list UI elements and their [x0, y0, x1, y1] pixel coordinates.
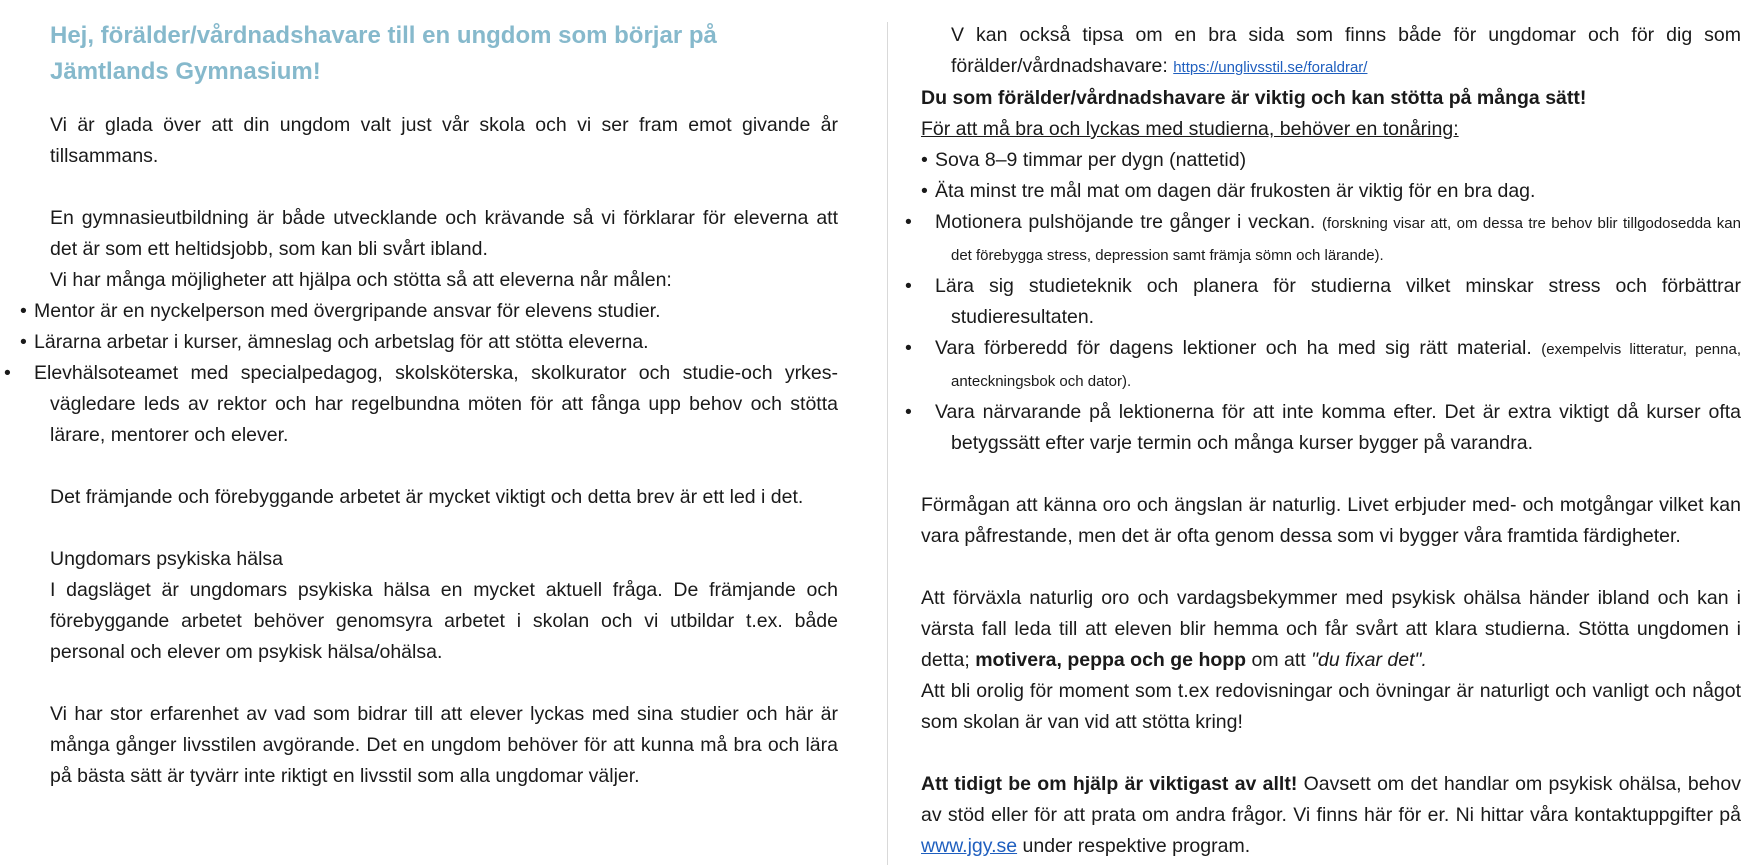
list-item: • Motionera pulshöjande tre gånger i veckan. (forskning visar att, om dessa tre behov blir tillgodosedda kan det förebygga stress, depression samt främja sömn och lärande).	[905, 211, 1741, 264]
help-emphasis: Att tidigt be om hjälp är viktigast av allt!	[921, 773, 1298, 795]
right-column	[905, 20, 1741, 862]
note-text: (exempelvis litteratur, penna, anteckningsbok och dator).	[951, 341, 1741, 390]
note-text: (forskning visar att, om dessa tre behov blir tillgodosedda kan det förebygga stress, depression samt främja sömn och lärande).	[951, 215, 1741, 264]
list-item: • Vara närvarande på lektionerna för att inte komma efter. Det är extra viktigt då kurser ofta betygssätt efter varje termin och många kurser bygger på varandra.	[905, 401, 1741, 454]
prevention-paragraph: Det främjande och förebyggande arbetet är mycket viktigt och detta brev är ett led i det.	[50, 486, 804, 508]
mental-health-paragraph: I dagsläget är ungdomars psykiska hälsa en mycket aktuell fråga. De främjande och förebyggande arbetet behöver genomsyra arbetet i skolan och vi utbildar t.ex. både personal och elever om psykisk hälsa/ohälsa.	[50, 579, 838, 663]
help-paragraph: Att tidigt be om hjälp är viktigast av allt! Oavsett om det handlar om psykisk ohälsa, behov av stöd eller för att prata om andra frågor. Vi finns här för er. Ni hittar våra kontaktuppgifter på www.jgy.se under respektive program.	[921, 773, 1741, 857]
left-column	[4, 18, 838, 792]
list-item: • Äta minst tre mål mat om dagen där frukosten är viktig för en bra dag.	[921, 176, 1741, 207]
list-item: • Mentor är en nyckelperson med övergripande ansvar för elevens studier.	[20, 296, 838, 327]
support-heading: Du som förälder/vårdnadshavare är viktig och kan stötta på många sätt!	[921, 87, 1587, 109]
lifestyle-paragraph: Vi har stor erfarenhet av vad som bidrar till att elever lyckas med sina studier och här är många gånger livsstilen avgörande. Det en ungdom behöver för att kunna må bra och lära på bästa sätt är tyvärr inte riktigt en livsstil som alla ungdomar väljer.	[50, 703, 838, 787]
jgy-website-link[interactable]: www.jgy.se	[921, 835, 1018, 857]
bullet-icon: •	[20, 300, 27, 322]
column-divider	[887, 22, 888, 865]
mental-health-subheading: Ungdomars psykiska hälsa	[50, 548, 284, 570]
list-item: • Vara förberedd för dagens lektioner och ha med sig rätt material. (exempelvis litteratur, penna, anteckningsbok och dator).	[905, 337, 1741, 390]
support-intro-paragraph: Vi har många möjligheter att hjälpa och stötta så att eleverna når målen:	[50, 269, 672, 291]
bullet-icon: •	[20, 331, 27, 353]
list-item: • Lära sig studieteknik och planera för studierna vilket minskar stress och förbättrar studieresultaten.	[905, 275, 1741, 328]
moment-paragraph: Att bli orolig för moment som t.ex redovisningar och övningar är naturligt och vanligt och något som skolan är van vid att stötta kring!	[921, 680, 1741, 733]
list-item: • Elevhälsoteamet med specialpedagog, skolsköterska, skolkurator och studie-och yrkes-vägledare leds av rektor och har regelbundna möten för att fånga upp behov och stötta lärare, mentorer och elever.	[4, 362, 838, 446]
letter-heading: Hej, förälder/vårdnadshavare till en ungdom som börjar på Jämtlands Gymnasium!	[50, 22, 717, 85]
needs-heading: För att må bra och lyckas med studierna, behöver en tonåring:	[921, 118, 1459, 140]
support-list	[4, 296, 838, 451]
bullet-icon: •	[921, 149, 928, 171]
list-item: • Lärarna arbetar i kurser, ämneslag och arbetslag för att stötta eleverna.	[20, 327, 838, 358]
education-paragraph: En gymnasieutbildning är både utvecklande och krävande så vi förklarar för eleverna att det är som ett heltidsjobb, som kan bli svårt ibland.	[50, 207, 838, 260]
needs-list	[905, 145, 1741, 459]
unglivsstil-link[interactable]: https://unglivsstil.se/foraldrar/	[1173, 59, 1368, 76]
list-item: • Sova 8–9 timmar per dygn (nattetid)	[921, 145, 1741, 176]
bullet-icon: •	[921, 180, 928, 202]
motivate-emphasis: motivera, peppa och ge hopp	[975, 649, 1247, 671]
worry-paragraph: Förmågan att känna oro och ängslan är naturlig. Livet erbjuder med- och motgångar vilket kan vara påfrestande, men det är ofta genom dessa som vi bygger våra framtida färdigheter.	[921, 494, 1741, 547]
tip-paragraph: V kan också tipsa om en bra sida som finns både för ungdomar och för dig som förälder/vårdnadshavare: https://unglivsstil.se/foraldrar/	[951, 24, 1741, 77]
confusion-paragraph: Att förväxla naturlig oro och vardagsbekymmer med psykisk ohälsa händer ibland och kan i värsta fall leda till att eleven blir hemma och får svårt att klara studierna. Stötta ungdomen i detta; motivera, peppa och ge hopp om att "du fixar det".	[921, 587, 1741, 671]
quote-text: "du fixar det".	[1311, 649, 1427, 671]
welcome-paragraph: Vi är glada över att din ungdom valt just vår skola och vi ser fram emot givande år tillsammans.	[50, 114, 838, 167]
